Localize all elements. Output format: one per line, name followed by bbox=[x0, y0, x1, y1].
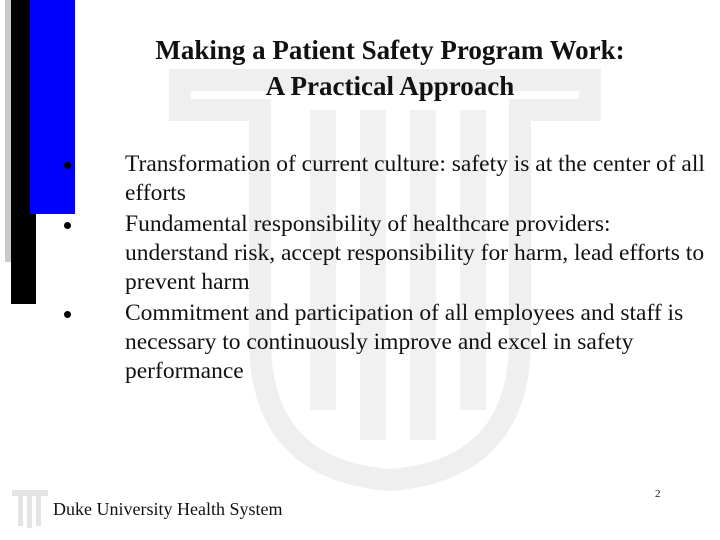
slide-title bbox=[70, 32, 710, 104]
slide-title-line-1: Making a Patient Safety Program Work: bbox=[155, 35, 625, 65]
bullet-item bbox=[52, 210, 712, 297]
bullet-text: Fundamental responsibility of healthcare providers: understand risk, accept responsibility for harm, lead efforts to prevent harm bbox=[125, 211, 705, 295]
bullet-text: Transformation of current culture: safety is at the center of all efforts bbox=[125, 151, 705, 206]
slide-title-line-2: A Practical Approach bbox=[265, 71, 515, 101]
bullet-dot-icon bbox=[64, 162, 71, 169]
bullet-item bbox=[52, 150, 712, 208]
bullet-dot-icon bbox=[64, 222, 71, 229]
bullet-text: Commitment and participation of all employees and staff is necessary to continuously improve and excel in safety performance bbox=[125, 300, 684, 384]
footer-organization: Duke University Health System bbox=[53, 499, 283, 519]
bullet-dot-icon bbox=[64, 311, 71, 318]
bullet-item bbox=[52, 299, 712, 386]
duke-logo-icon bbox=[10, 488, 50, 532]
page-number: 2 bbox=[655, 488, 661, 500]
bullet-list bbox=[52, 150, 712, 388]
